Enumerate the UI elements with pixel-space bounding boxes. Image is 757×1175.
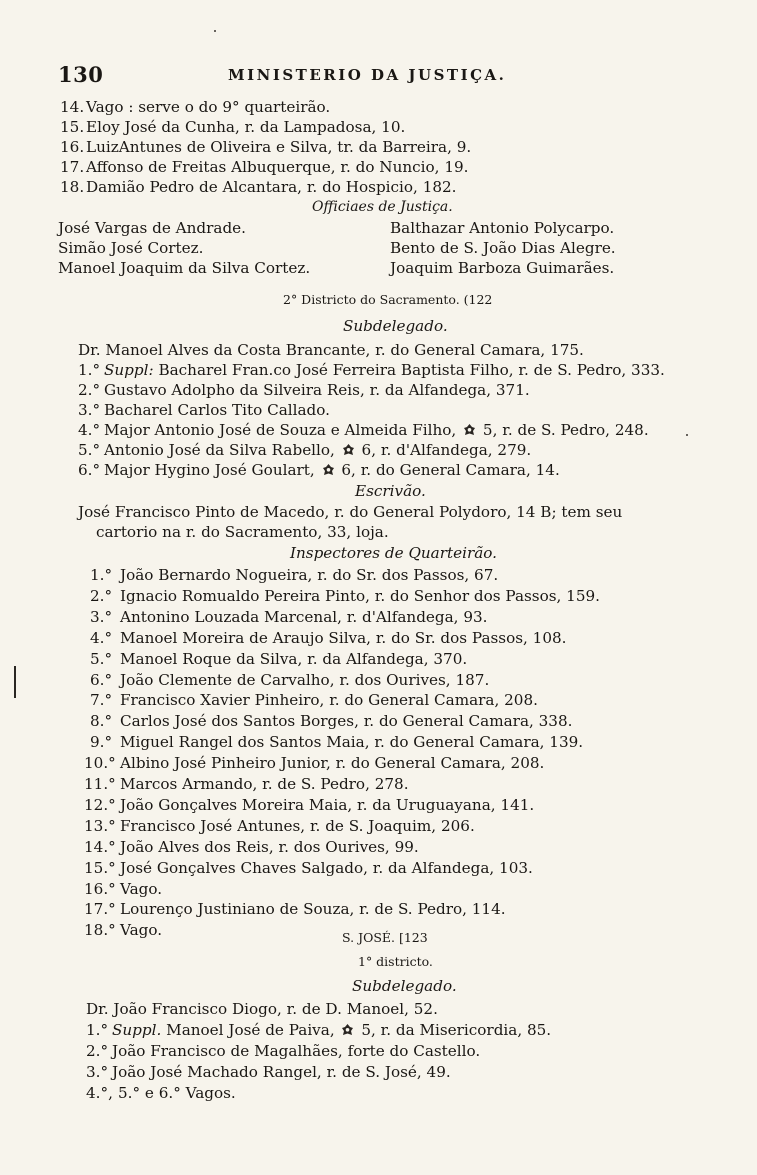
page-number: 130 bbox=[58, 62, 104, 87]
list-item: 17.° Lourenço Justiniano de Souza, r. de S. Pedro, 114. bbox=[84, 900, 506, 918]
order-insignia-icon bbox=[341, 1023, 354, 1037]
list-item: 9.° Miguel Rangel dos Santos Maia, r. do General Camara, 139. bbox=[90, 733, 584, 751]
suppl-item: 2.° João Francisco de Magalhães, forte do Castello. bbox=[86, 1042, 481, 1060]
parish-subdelegado-heading: Subdelegado. bbox=[352, 977, 457, 995]
paper-speck bbox=[214, 30, 216, 32]
list-item: 6.° João Clemente de Carvalho, r. dos Ourives, 187. bbox=[90, 671, 490, 689]
suppl-item: 4.°, 5.° e 6.° Vagos. bbox=[86, 1084, 236, 1102]
officiaes-left-3: Manoel Joaquim da Silva Cortez. bbox=[58, 259, 311, 277]
subdelegado-name: Dr. Manoel Alves da Costa Brancante, r. do General Camara, 175. bbox=[78, 341, 584, 359]
list-item: 18.° Vago. bbox=[84, 921, 163, 939]
list-item: 2.° Ignacio Romualdo Pereira Pinto, r. do Senhor dos Passos, 159. bbox=[90, 587, 600, 605]
list-item: 15. Eloy José da Cunha, r. da Lampadosa, 10. bbox=[60, 118, 406, 136]
list-item: 1.° João Bernardo Nogueira, r. do Sr. dos Passos, 67. bbox=[90, 566, 499, 584]
escrivao-heading: Escrivão. bbox=[355, 482, 426, 500]
inspectores-heading: Inspectores de Quarteirão. bbox=[290, 544, 497, 562]
suppl-item: 1.° Suppl: Bacharel Fran.co José Ferreira Baptista Filho, r. de S. Pedro, 333. bbox=[78, 361, 665, 379]
subdelegado-heading: Subdelegado. bbox=[343, 317, 448, 335]
paper-speck bbox=[686, 434, 688, 436]
suppl-item: 6.° Major Hygino José Goulart, 6, r. do General Camara, 14. bbox=[78, 461, 560, 479]
list-item: 5.° Manoel Roque da Silva, r. da Alfandega, 370. bbox=[90, 650, 468, 668]
margin-mark bbox=[14, 666, 16, 698]
escrivao-line-2: cartorio na r. do Sacramento, 33, loja. bbox=[96, 523, 389, 541]
parish-district: 1° districto. bbox=[358, 954, 433, 969]
parish-subdelegado-name: Dr. João Francisco Diogo, r. de D. Manoel, 52. bbox=[86, 1000, 438, 1018]
list-item: 11.° Marcos Armando, r. de S. Pedro, 278. bbox=[84, 775, 409, 793]
order-insignia-icon bbox=[342, 443, 355, 457]
list-item: 16.° Vago. bbox=[84, 880, 163, 898]
parish-heading: S. JOSÉ. [123 bbox=[342, 930, 428, 945]
officiaes-left-2: Simão José Cortez. bbox=[58, 239, 204, 257]
list-item: 15.° José Gonçalves Chaves Salgado, r. da Alfandega, 103. bbox=[84, 859, 533, 877]
list-item: 10.° Albino José Pinheiro Junior, r. do General Camara, 208. bbox=[84, 754, 545, 772]
list-item: 13.° Francisco José Antunes, r. de S. Joaquim, 206. bbox=[84, 817, 475, 835]
page-header bbox=[58, 62, 718, 88]
officiaes-right-1: Balthazar Antonio Polycarpo. bbox=[390, 219, 615, 237]
officiaes-left-1: José Vargas de Andrade. bbox=[58, 219, 246, 237]
order-insignia-icon bbox=[322, 463, 335, 477]
suppl-item: 3.° Bacharel Carlos Tito Callado. bbox=[78, 401, 330, 419]
list-item: 14.° João Alves dos Reis, r. dos Ourives, 99. bbox=[84, 838, 419, 856]
suppl-item: 3.° João José Machado Rangel, r. de S. José, 49. bbox=[86, 1063, 451, 1081]
escrivao-line-1: José Francisco Pinto de Macedo, r. do General Polydoro, 14 B; tem seu bbox=[78, 503, 623, 521]
list-item: 12.° João Gonçalves Moreira Maia, r. da Uruguayana, 141. bbox=[84, 796, 535, 814]
list-item: 18. Damião Pedro de Alcantara, r. do Hospicio, 182. bbox=[60, 178, 457, 196]
district-heading: 2° Districto do Sacramento. (122 bbox=[283, 292, 493, 307]
list-item: 16. LuizAntunes de Oliveira e Silva, tr. da Barreira, 9. bbox=[60, 138, 472, 156]
suppl-item: 1.° Suppl. Manoel José de Paiva, 5, r. da Misericordia, 85. bbox=[86, 1021, 552, 1039]
officiaes-right-2: Bento de S. João Dias Alegre. bbox=[390, 239, 616, 257]
list-item: 17. Affonso de Freitas Albuquerque, r. do Nuncio, 19. bbox=[60, 158, 469, 176]
list-item: 4.° Manoel Moreira de Araujo Silva, r. do Sr. dos Passos, 108. bbox=[90, 629, 567, 647]
suppl-item: 2.° Gustavo Adolpho da Silveira Reis, r. da Alfandega, 371. bbox=[78, 381, 530, 399]
order-insignia-icon bbox=[463, 423, 476, 437]
list-item: 7.° Francisco Xavier Pinheiro, r. do General Camara, 208. bbox=[90, 691, 538, 709]
list-item: 3.° Antonino Louzada Marcenal, r. d'Alfandega, 93. bbox=[90, 608, 488, 626]
list-item: 8.° Carlos José dos Santos Borges, r. do General Camara, 338. bbox=[90, 712, 573, 730]
list-item: 14. Vago : serve o do 9° quarteirão. bbox=[60, 98, 331, 116]
officiaes-right-3: Joaquim Barboza Guimarães. bbox=[390, 259, 615, 277]
suppl-item: 5.° Antonio José da Silva Rabello, 6, r. d'Alfandega, 279. bbox=[78, 441, 532, 459]
running-title: MINISTERIO DA JUSTIÇA. bbox=[228, 66, 507, 84]
section-heading-officiaes: Officiaes de Justiça. bbox=[312, 199, 453, 215]
suppl-item: 4.° Major Antonio José de Souza e Almeida Filho, 5, r. de S. Pedro, 248. bbox=[78, 421, 649, 439]
